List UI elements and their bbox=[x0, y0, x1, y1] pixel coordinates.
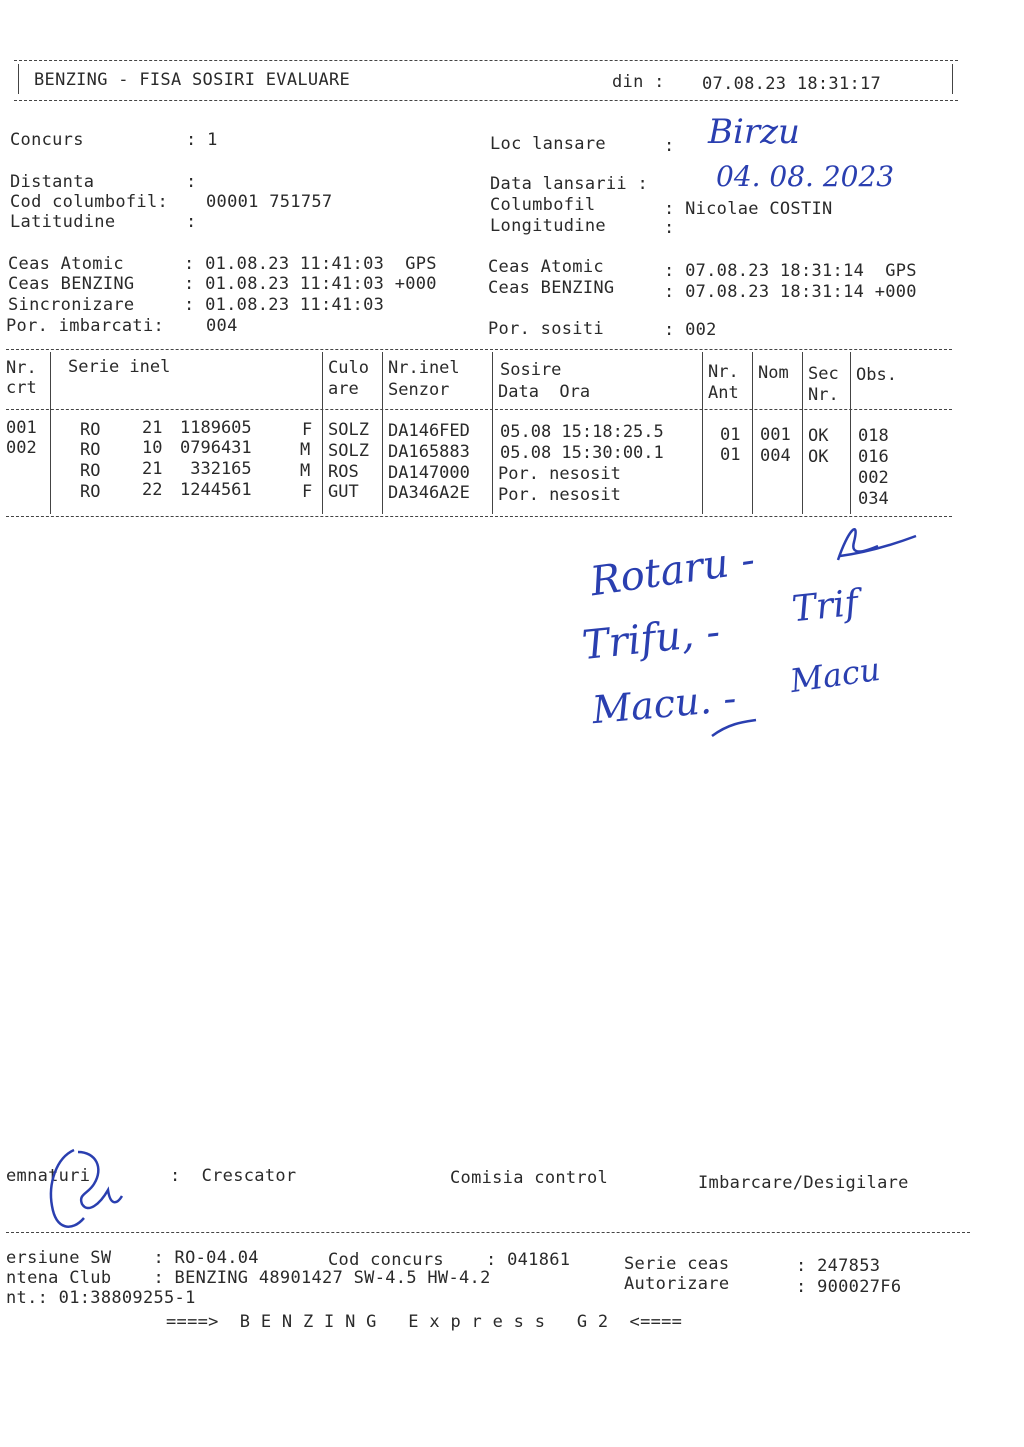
cell-sex: F bbox=[302, 420, 313, 440]
th-obs: Obs. bbox=[856, 365, 897, 385]
distanta-value: : bbox=[186, 172, 197, 192]
signature-1 bbox=[820, 512, 920, 572]
cell-sosire: 05.08 15:30:00.1 bbox=[500, 443, 664, 463]
handwritten-signature-2: Trif bbox=[790, 582, 861, 631]
ceas-benzing-left-value: : 01.08.23 11:41:03 +000 bbox=[184, 274, 437, 294]
ceas-atomic-left-value: : 01.08.23 11:41:03 GPS bbox=[184, 254, 437, 274]
cell-senzor: DA147000 bbox=[388, 463, 470, 483]
th-culoare: Culo bbox=[328, 358, 369, 378]
distanta-label: Distanta bbox=[10, 172, 95, 192]
ceas-benzing-left-label: Ceas BENZING bbox=[8, 274, 135, 294]
por-sositi-label: Por. sositi bbox=[488, 319, 604, 339]
versiune-sw: ersiune SW : RO-04.04 bbox=[6, 1248, 259, 1268]
cell-obs: 034 bbox=[858, 489, 889, 509]
th-serie-inel: Serie inel bbox=[68, 357, 171, 377]
sincronizare-label: Sincronizare bbox=[8, 295, 135, 315]
col-separator bbox=[752, 352, 753, 514]
cell-tara: RO bbox=[80, 482, 101, 502]
loc-lansare-label: Loc lansare bbox=[490, 134, 606, 154]
pen-stroke bbox=[708, 714, 768, 744]
loc-lansare-handwritten: Birzu bbox=[708, 112, 800, 152]
longitudine-label: Longitudine bbox=[490, 216, 606, 236]
por-sositi-value: : 002 bbox=[664, 320, 717, 340]
cell-tara: RO bbox=[80, 461, 101, 481]
ceas-atomic-left-label: Ceas Atomic bbox=[8, 254, 124, 274]
cell-an: 21 bbox=[142, 459, 163, 479]
cell-sec: OK bbox=[808, 426, 829, 446]
serie-ceas-value: : 247853 bbox=[796, 1256, 881, 1276]
columbofil-label: Columbofil bbox=[490, 195, 596, 215]
th-sec: Sec bbox=[808, 364, 839, 384]
cell-nr: 002 bbox=[6, 438, 37, 458]
cell-sosire: 05.08 15:18:25.5 bbox=[500, 422, 664, 442]
th-senzor: Senzor bbox=[388, 380, 450, 400]
por-imbarcati-value: 004 bbox=[206, 316, 238, 336]
ceas-benzing-right-label: Ceas BENZING bbox=[488, 278, 615, 298]
concurs-label: Concurs bbox=[10, 130, 84, 150]
table-bottom-rule bbox=[6, 516, 952, 517]
table-header-rule bbox=[6, 409, 952, 410]
header-top-border bbox=[14, 60, 958, 61]
por-imbarcati-label: Por. imbarcati: bbox=[6, 316, 165, 336]
data-lansarii-handwritten: 04. 08. 2023 bbox=[716, 160, 895, 193]
latitudine-label: Latitudine bbox=[10, 212, 116, 232]
handwritten-name-1: Rotaru - bbox=[587, 536, 758, 606]
th-nom: Nom bbox=[758, 363, 789, 383]
th-nr: Nr. bbox=[6, 358, 37, 378]
loc-lansare-colon: : bbox=[664, 136, 675, 156]
cell-senzor: DA146FED bbox=[388, 421, 470, 441]
cell-senzor: DA165883 bbox=[388, 442, 470, 462]
data-lansarii-label: Data lansarii : bbox=[490, 174, 649, 194]
handwritten-name-3: Macu. - bbox=[590, 675, 738, 733]
ceas-atomic-right-label: Ceas Atomic bbox=[488, 257, 604, 277]
concurs-value: : 1 bbox=[186, 130, 218, 150]
cell-tara: RO bbox=[80, 440, 101, 460]
cell-sec: OK bbox=[808, 447, 829, 467]
header-left-border bbox=[18, 64, 19, 94]
col-separator bbox=[382, 352, 383, 514]
ceas-atomic-right-value: : 07.08.23 18:31:14 GPS bbox=[664, 261, 917, 281]
cell-sosire: Por. nesosit bbox=[498, 485, 621, 505]
cell-nom: 001 bbox=[760, 425, 791, 445]
col-separator bbox=[850, 352, 851, 514]
antena-club: ntena Club : BENZING 48901427 SW-4.5 HW-4.2 bbox=[6, 1268, 491, 1288]
cell-inel: 1244561 bbox=[180, 480, 252, 500]
table-top-rule bbox=[6, 349, 952, 350]
footer-rule bbox=[6, 1232, 970, 1233]
semnaturi-label: emnaturi bbox=[6, 1166, 91, 1186]
th-nr-ant: Nr. bbox=[708, 362, 739, 382]
document-title: BENZING - FISA SOSIRI EVALUARE bbox=[34, 70, 351, 90]
th-culoare-2: are bbox=[328, 379, 359, 399]
report-datetime: 07.08.23 18:31:17 bbox=[702, 74, 882, 94]
cell-an: 22 bbox=[142, 480, 163, 500]
crescator-signature bbox=[38, 1144, 128, 1236]
th-nr-inel: Nr.inel bbox=[388, 358, 460, 378]
cont-number: nt.: 01:38809255-1 bbox=[6, 1288, 196, 1308]
cod-columbofil-label: Cod columbofil: bbox=[10, 192, 169, 212]
th-data-ora: Data Ora bbox=[498, 382, 591, 402]
cell-senzor: DA346A2E bbox=[388, 483, 470, 503]
columbofil-value: : Nicolae COSTIN bbox=[664, 199, 833, 219]
cell-nom: 004 bbox=[760, 446, 791, 466]
cell-culoare: SOLZ bbox=[328, 420, 369, 440]
cell-obs: 016 bbox=[858, 447, 889, 467]
cell-culoare: SOLZ bbox=[328, 441, 369, 461]
cell-sosire: Por. nesosit bbox=[498, 464, 621, 484]
header-right-border bbox=[952, 64, 953, 94]
th-crt: crt bbox=[6, 378, 37, 398]
cell-culoare: GUT bbox=[328, 482, 359, 502]
handwritten-signature-3: Macu bbox=[787, 649, 883, 701]
serie-ceas-label: Serie ceas bbox=[624, 1254, 730, 1274]
handwritten-name-2: Trifu, - bbox=[579, 608, 723, 670]
col-separator bbox=[802, 352, 803, 514]
cell-sex: M bbox=[300, 461, 311, 481]
cod-columbofil-value: 00001 751757 bbox=[206, 192, 333, 212]
cell-sex: M bbox=[300, 440, 311, 460]
cell-inel: 1189605 bbox=[180, 418, 252, 438]
cell-culoare: ROS bbox=[328, 462, 359, 482]
cell-nr: 001 bbox=[6, 418, 37, 438]
din-label: din : bbox=[612, 72, 665, 92]
cell-obs: 002 bbox=[858, 468, 889, 488]
cell-ant: 01 bbox=[720, 425, 741, 445]
latitudine-value: : bbox=[186, 212, 197, 232]
th-ant: Ant bbox=[708, 383, 739, 403]
ceas-benzing-right-value: : 07.08.23 18:31:14 +000 bbox=[664, 282, 917, 302]
col-separator bbox=[50, 352, 51, 514]
th-sosire: Sosire bbox=[500, 360, 562, 380]
cell-sex: F bbox=[302, 482, 313, 502]
sincronizare-value: : 01.08.23 11:41:03 bbox=[184, 295, 385, 315]
cell-inel: 332165 bbox=[180, 459, 252, 479]
benzing-express-banner: ====> B E N Z I N G E x p r e s s G 2 <==== bbox=[166, 1312, 683, 1332]
col-separator bbox=[702, 352, 703, 514]
comisia-control-label: Comisia control bbox=[450, 1168, 609, 1188]
cell-an: 10 bbox=[142, 438, 163, 458]
cod-concurs: Cod concurs : 041861 bbox=[328, 1250, 571, 1270]
col-separator bbox=[492, 352, 493, 514]
crescator-label: : Crescator bbox=[170, 1166, 297, 1186]
cell-an: 21 bbox=[142, 418, 163, 438]
header-bottom-border bbox=[14, 100, 958, 101]
th-sec-nr: Nr. bbox=[808, 385, 839, 405]
cell-tara: RO bbox=[80, 420, 101, 440]
cell-inel: 0796431 bbox=[180, 438, 252, 458]
cell-obs: 018 bbox=[858, 426, 889, 446]
col-separator bbox=[322, 352, 323, 514]
cell-ant: 01 bbox=[720, 445, 741, 465]
autorizare-value: : 900027F6 bbox=[796, 1277, 902, 1297]
autorizare-label: Autorizare bbox=[624, 1274, 730, 1294]
longitudine-value: : bbox=[664, 218, 675, 238]
imbarcare-label: Imbarcare/Desigilare bbox=[698, 1173, 909, 1193]
